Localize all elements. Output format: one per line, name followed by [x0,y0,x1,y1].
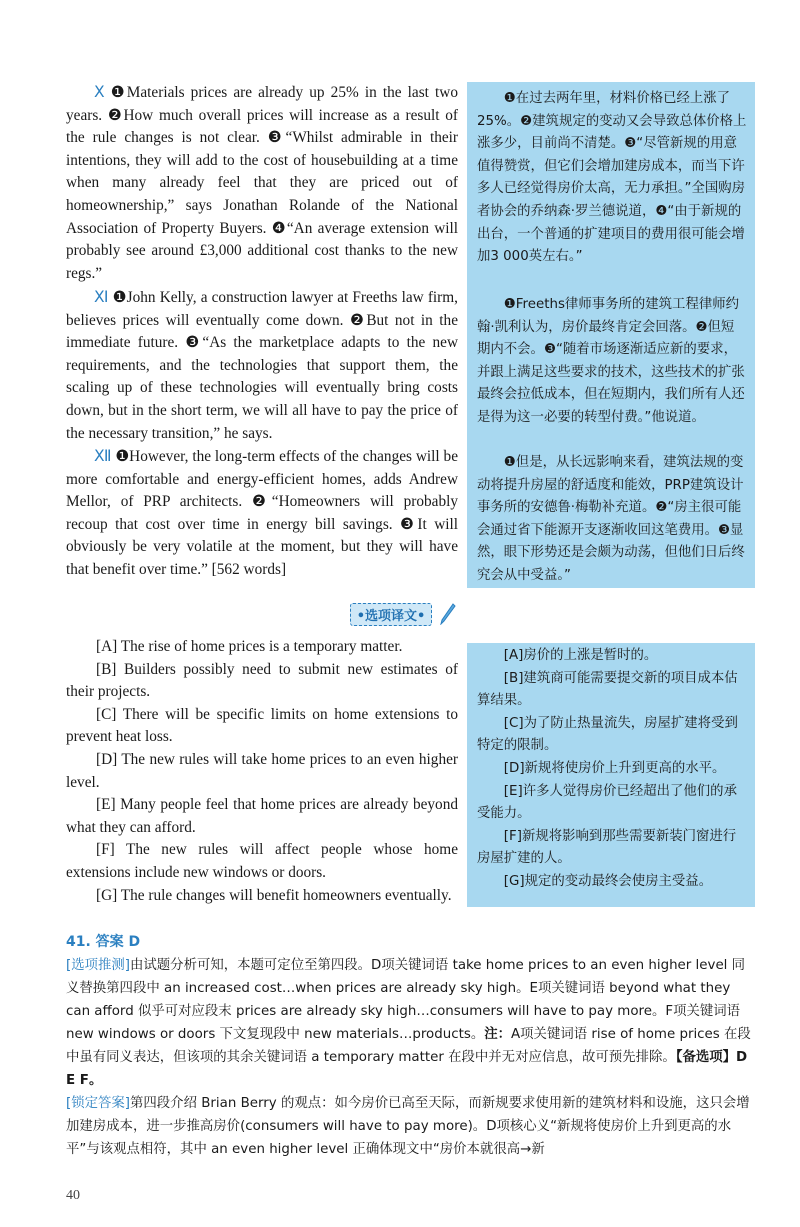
backup-label: 【备选项】 [675,1050,737,1065]
para-marker: Ⅻ [94,448,112,465]
option-en-0: [A] The rise of home prices is a temporary matter. [96,638,403,655]
translation-para-12: ❶但是，从长远影响来看，建筑法规的变动将提升房屋的舒适度和能效，PRP建筑设计事务所的安德鲁·梅勒补充道。❷“房主很可能会通过省下能源开支逐渐收回这笔费用。❸显然，眼下形势还是会颇为动荡，但他们日后终究会从中受益。” [477,455,745,583]
option-en-5: [F] The new rules will affect people whose home extensions include new windows or doors. [66,841,458,881]
option-cn-3: [D]新规将使房价上升到更高的水平。 [503,760,726,776]
inference-text: 由试题分析可知，本题可定位至第四段。D项关键词语 take home prices to an even higher level 同义替换第四段中 an increased cost…when prices are already sky high。E项关键词语 beyond what they can afford 似乎可对应段末 prices are already sky high…consumers will have to pay more。F项关键词语 new windows or doors 下文复现段中 new materials…products。 [66,958,746,1042]
pen-icon [438,603,456,625]
note-label: 注： [484,1027,511,1042]
option-cn-1: [B]建筑商可能需要提交新的项目成本估算结果。 [477,670,738,709]
option-en-6: [G] The rule changes will benefit homeowners eventually. [96,886,452,904]
para-marker: Ⅹ [94,84,107,101]
para-text: ❶However, the long-term effects of the changes will be more comfortable and energy-efficient homes, adds Andrew Mellor, of PRP architects. ❷“Homeowners will probably recoup that cost over time in energy bill savings. ❸It will obviously be very volatile at the moment, but they will have that benefit over time.” [562 words] [66,448,458,578]
option-cn-2: [C]为了防止热量流失，房屋扩建将受到特定的限制。 [477,715,738,754]
option-cn-5: [F]新规将影响到那些需要新装门窗进行房屋扩建的人。 [477,828,737,867]
option-en-4: [E] Many people feel that home prices are already beyond what they can afford. [66,796,458,836]
page-number: 40 [66,1188,80,1203]
article-para-12 [66,446,458,582]
option-en-1: [B] Builders possibly need to submit new estimates of their projects. [66,660,458,701]
translation-box [467,82,755,588]
para-text: ❶Materials prices are already up 25% in the last two years. ❷How much overall prices will increase as a result of the rule changes is not clear. ❸“Whilst admirable in their intentions, they will add to the cost of housebuilding at a time when many already feel that they are priced out of homeownership,” says Jonathan Rolande of the National Association of Property Buyers. ❹“An average extension will probably see around £3,000 additional cost thanks to the new regs.” [66,84,458,282]
option-en-3: [D] The new rules will take home prices to an even higher level. [66,750,458,791]
answer-body [66,954,756,1092]
answer-title: 41. 答案 D [66,934,141,950]
option-cn-0: [A]房价的上涨是暂时的。 [503,648,658,663]
options-english [66,636,458,907]
lock-answer [66,1092,756,1161]
options-section-title [343,603,463,625]
lock-label: [锁定答案] [66,1096,131,1111]
article-para-11 [66,287,458,445]
option-cn-6: [G]规定的变动最终会使房主受益。 [503,873,713,889]
answer-explanation [66,931,756,1161]
article-para-10 [66,82,458,285]
translation-para-10: ❶在过去两年里，材料价格已经上涨了25%。❷建筑规定的变动又会导致总体价格上涨多少，目前尚不清楚。❸“尽管新规的用意值得赞赏，但它们会增加建房成本，而当下许多人已经觉得房价太高，无力承担。”全国购房者协会的乔纳森·罗兰德说道，❹“由于新规的出台，一个普通的扩建项目的费用很可能会增加3 000英左右。” [477,91,747,265]
options-translation-box [467,643,755,907]
backup-text: D E F。 [66,1050,748,1088]
note-text: A项关键词语 rise of home prices 在段中虽有同义表达，但该项的其余关键词语 a temporary matter 在段中并无对应信息，故可预先排除。 [66,1027,751,1065]
translation-para-11: ❶Freeths律师事务所的建筑工程律师约翰·凯利认为，房价最终肯定会回落。❷但短期内不会。❸“随着市场逐渐适应新的要求，并跟上满足这些要求的技术，这些技术的扩张最终会拉低成本，但在短期内，我们所有人还是得为这一必要的转型付费。”他说道。 [477,297,745,425]
para-marker: Ⅺ [94,289,109,306]
option-cn-4: [E]许多人觉得房价已经超出了他们的承受能力。 [477,783,737,822]
lock-text: 第四段介绍 Brian Berry 的观点：如今房价已高至天际，而新规要求使用新的建筑材料和设施，这只会增加建房成本，进一步推高房价(consumers will have to pay more)。D项核心义“新规将使房价上升到更高的水平”与该观点相符，其中 an even higher level 正确体现文中“房价本就很高→新 [66,1096,750,1157]
para-text: ❶John Kelly, a construction lawyer at Freeths law firm, believes prices will eventually come down. ❷But not in the immediate future. ❸“As the marketplace adapts to the new requirements, and the technologies that support them, the scaling up of these technologies will eventually bring costs down, but in the short term, we will all have to pay the price of the necessary transition,” he says. [66,289,458,442]
inference-label: [选项推测] [66,958,131,973]
option-en-2: [C] There will be specific limits on home extensions to prevent heat loss. [66,705,458,746]
options-title-tag: •选项译文• [350,603,433,626]
options-chinese [477,645,747,894]
